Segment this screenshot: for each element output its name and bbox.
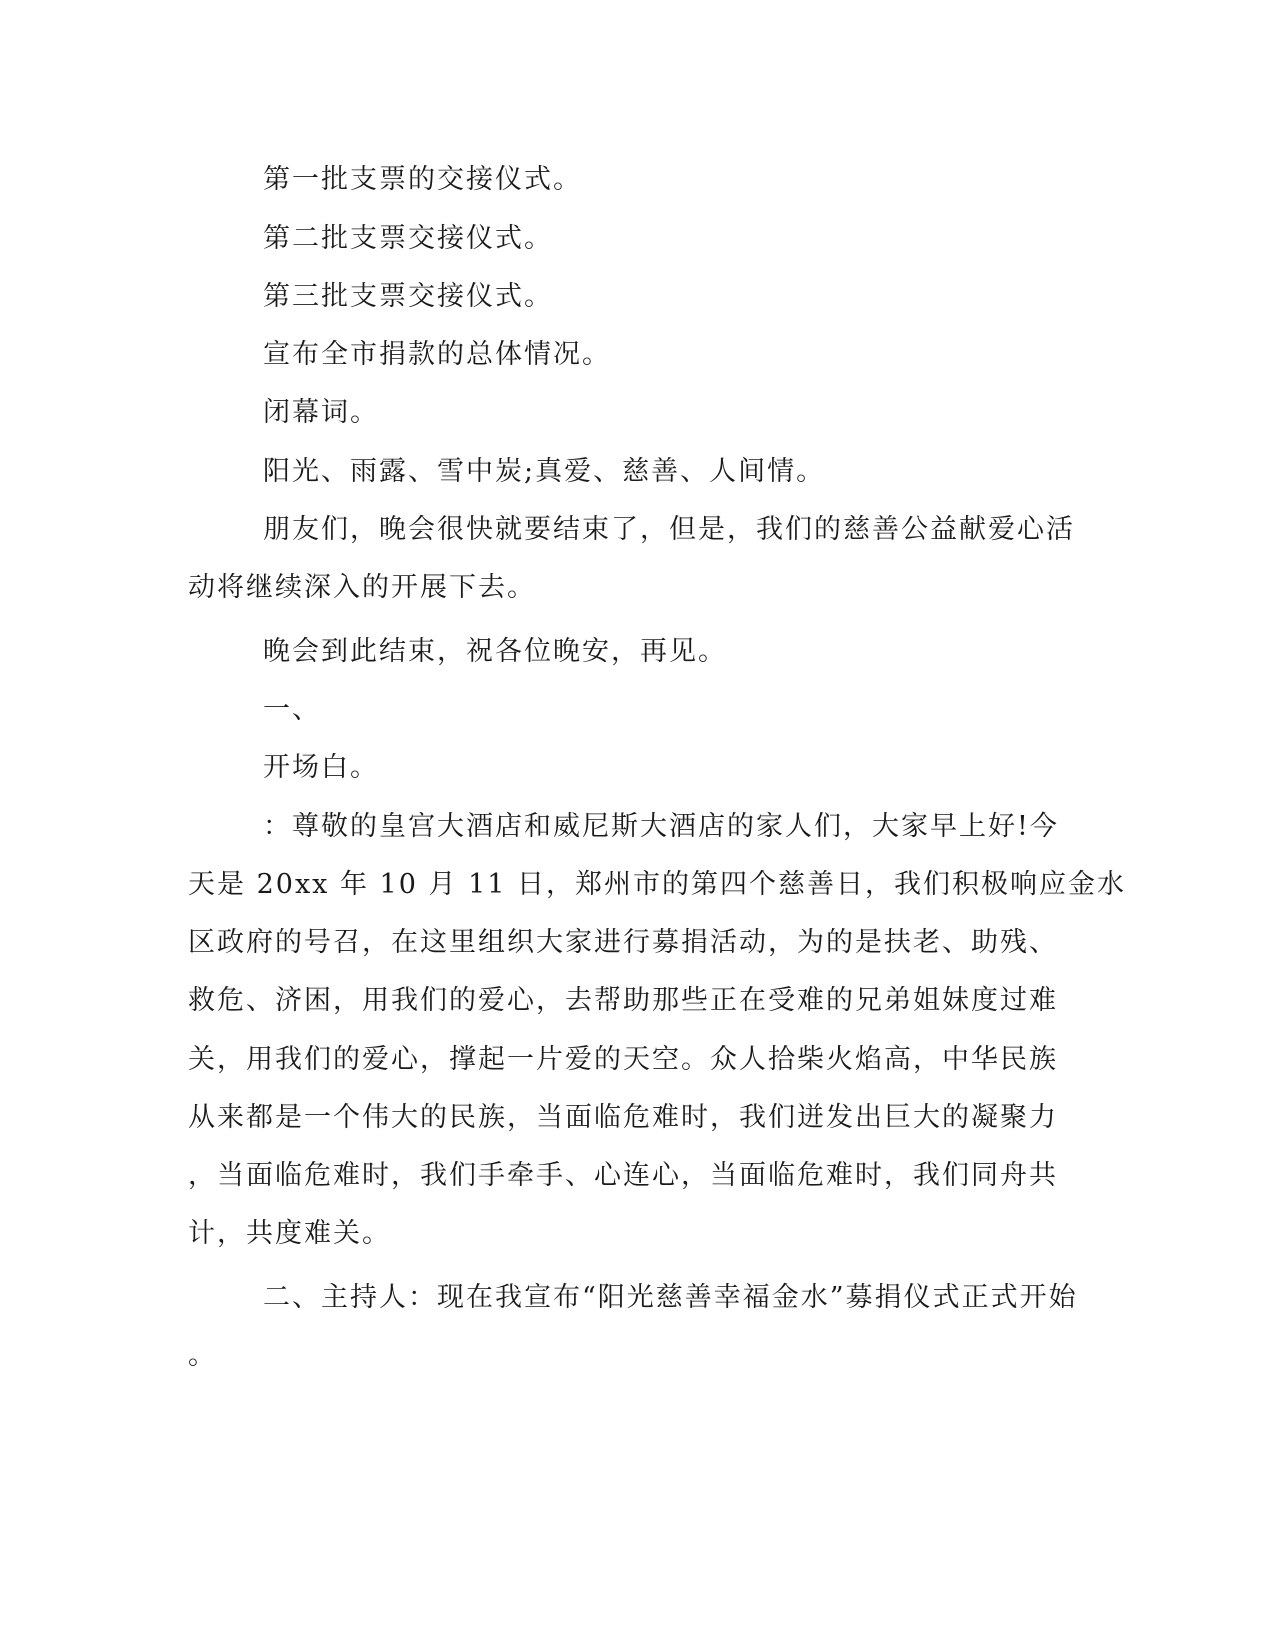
text-line: 晚会到此结束，祝各位晚安，再见。 bbox=[263, 636, 727, 667]
text-line: 开场白。 bbox=[263, 752, 379, 783]
text-line: 计，共度难关。 bbox=[188, 1218, 391, 1249]
text-line: 。 bbox=[188, 1340, 217, 1371]
text-line: 动将继续深入的开展下去。 bbox=[188, 572, 536, 603]
text-line: 从来都是一个伟大的民族，当面临危难时，我们迸发出巨大的凝聚力 bbox=[188, 1102, 1058, 1133]
text-line: 第二批支票交接仪式。 bbox=[263, 223, 553, 254]
text-line: 天是 20xx 年 10 月 11 日，郑州市的第四个慈善日，我们积极响应金水 bbox=[188, 869, 1127, 900]
text-line: 第三批支票交接仪式。 bbox=[263, 281, 553, 312]
text-line: 二、主持人：现在我宣布“阳光慈善幸福金水”募捐仪式正式开始 bbox=[263, 1282, 1078, 1313]
text-line: ，当面临危难时，我们手牵手、心连心，当面临危难时，我们同舟共 bbox=[188, 1160, 1058, 1191]
text-line: 区政府的号召，在这里组织大家进行募捐活动，为的是扶老、助残、 bbox=[188, 927, 1058, 958]
text-line: 朋友们，晚会很快就要结束了，但是，我们的慈善公益献爱心活 bbox=[263, 514, 1075, 545]
text-line: 一、 bbox=[263, 694, 321, 725]
text-line: 闭幕词。 bbox=[263, 397, 379, 428]
text-line: ：尊敬的皇宫大酒店和威尼斯大酒店的家人们，大家早上好!今 bbox=[263, 811, 1059, 842]
text-line: 第一批支票的交接仪式。 bbox=[263, 164, 582, 195]
text-line: 关，用我们的爱心，撑起一片爱的天空。众人拾柴火焰高，中华民族 bbox=[188, 1044, 1058, 1075]
text-line: 救危、济困，用我们的爱心，去帮助那些正在受难的兄弟姐妹度过难 bbox=[188, 985, 1058, 1016]
text-line: 宣布全市捐款的总体情况。 bbox=[263, 339, 611, 370]
text-line: 阳光、雨露、雪中炭;真爱、慈善、人间情。 bbox=[263, 456, 826, 487]
